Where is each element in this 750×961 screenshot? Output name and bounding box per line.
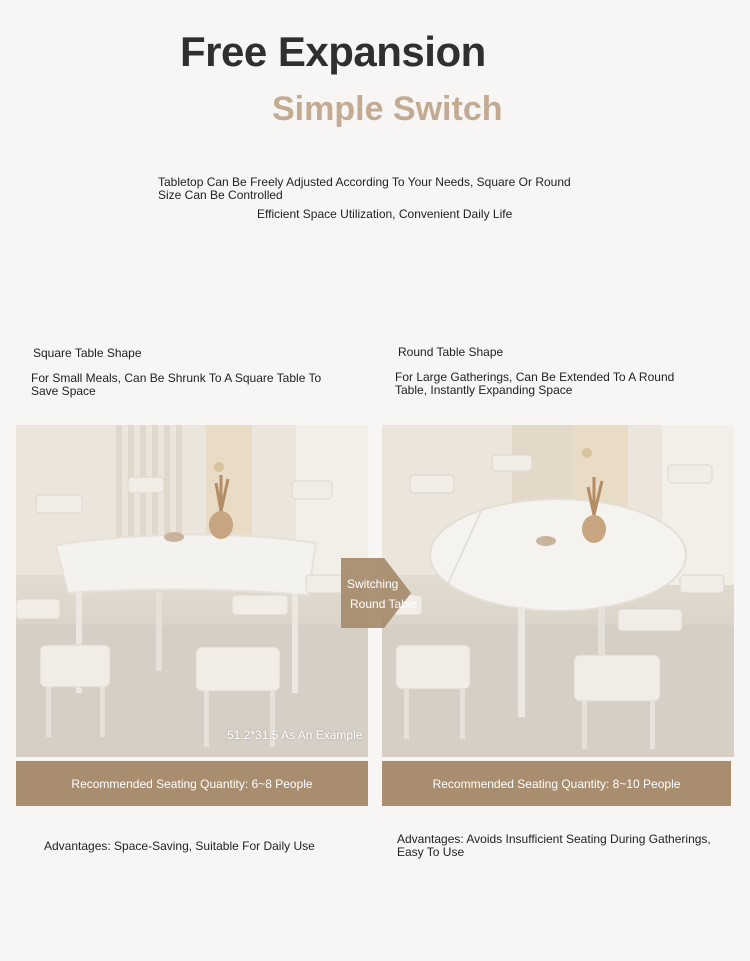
square-advantages: Advantages: Space-Saving, Suitable For Daily Use bbox=[44, 839, 315, 853]
intro-text: Tabletop Can Be Freely Adjusted According To Your Needs, Square Or Round Size Can Be Controlled bbox=[158, 175, 571, 202]
page-subtitle: Simple Switch bbox=[272, 90, 503, 128]
round-shape-label: Round Table Shape bbox=[398, 345, 504, 359]
round-advantages: Advantages: Avoids Insufficient Seating During Gatherings, Easy To Use bbox=[397, 832, 711, 859]
round-seating-text: Recommended Seating Quantity: 8~10 People bbox=[432, 776, 681, 791]
square-seating-bar bbox=[16, 761, 368, 806]
square-shape-label: Square Table Shape bbox=[33, 346, 142, 360]
round-shape-description: For Large Gatherings, Can Be Extended To A Round Table, Instantly Expanding Space bbox=[395, 370, 675, 397]
switch-tag-line1: Switching bbox=[347, 577, 399, 591]
round-table-photo bbox=[382, 425, 734, 757]
square-shape-description: For Small Meals, Can Be Shrunk To A Square Table To Save Space bbox=[31, 371, 322, 398]
square-table-photo bbox=[16, 425, 368, 757]
page-title: Free Expansion bbox=[180, 28, 486, 75]
square-seating-text: Recommended Seating Quantity: 6~8 People bbox=[71, 776, 313, 791]
switch-tag-label bbox=[341, 574, 425, 614]
switch-tag-line2: Round Table bbox=[350, 597, 418, 611]
intro-tagline: Efficient Space Utilization, Convenient Daily Life bbox=[257, 207, 513, 221]
round-seating-bar bbox=[382, 761, 731, 806]
size-example-note: 51.2*31.5 As An Example bbox=[227, 728, 363, 742]
